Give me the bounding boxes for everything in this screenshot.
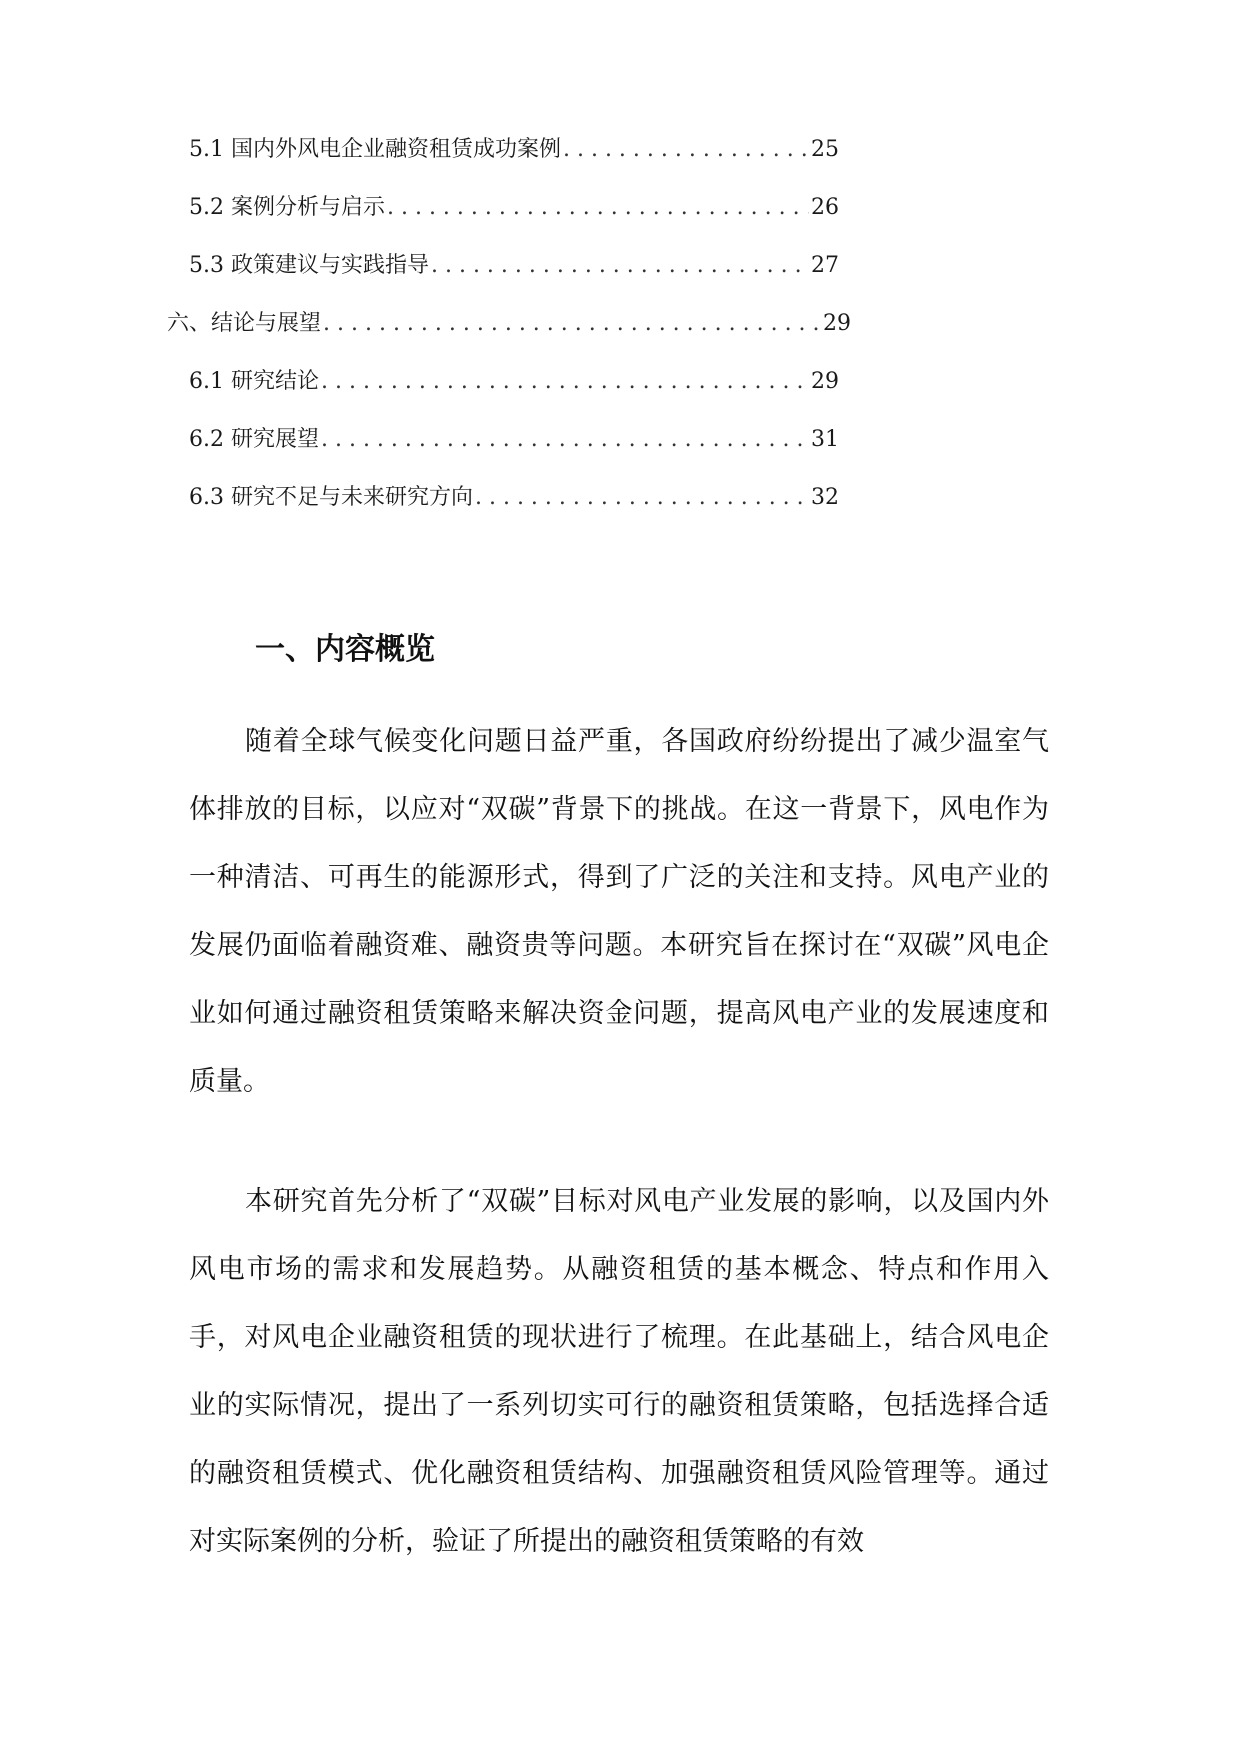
toc-entry[interactable] bbox=[167, 306, 851, 342]
toc-entry-label: 6.2 研究展望 bbox=[189, 427, 319, 452]
toc-entry-page: 29 bbox=[823, 311, 851, 336]
toc-entry-label: 5.1 国内外风电企业融资租赁成功案例 bbox=[189, 137, 561, 162]
toc-leader-dots bbox=[321, 364, 809, 400]
toc-entry-page: 25 bbox=[811, 137, 839, 162]
toc-leader-dots bbox=[321, 422, 809, 458]
toc-entry-label: 5.3 政策建议与实践指导 bbox=[189, 253, 429, 278]
toc-entry-page: 32 bbox=[811, 485, 839, 510]
toc-entry-page: 27 bbox=[811, 253, 839, 278]
toc-entry-page: 29 bbox=[811, 369, 839, 394]
toc-leader-dots bbox=[563, 132, 809, 168]
toc-entry-page: 26 bbox=[811, 195, 839, 220]
toc-entry-label: 5.2 案例分析与启示 bbox=[189, 195, 385, 220]
toc-entry-page: 31 bbox=[811, 427, 839, 452]
section-heading: 一、内容概览 bbox=[255, 632, 435, 667]
toc-leader-dots bbox=[387, 190, 809, 226]
body-paragraph: 随着全球气候变化问题日益严重，各国政府纷纷提出了减少温室气体排放的目标，以应对“双碳”背景下的挑战。在这一背景下，风电作为一种清洁、可再生的能源形式，得到了广泛的关注和支持。风电产业的发展仍面临着融资难、融资贵等问题。本研究旨在探讨在“双碳”风电企业如何通过融资租赁策略来解决资金问题，提高风电产业的发展速度和质量。 bbox=[189, 726, 1049, 1097]
toc-entry[interactable] bbox=[189, 364, 839, 400]
toc-entry[interactable] bbox=[189, 190, 839, 226]
toc-entry-label: 6.3 研究不足与未来研究方向 bbox=[189, 485, 473, 510]
toc-leader-dots bbox=[323, 306, 821, 342]
toc-entry-label: 六、结论与展望 bbox=[167, 311, 322, 336]
toc-leader-dots bbox=[475, 480, 809, 516]
toc-entry[interactable] bbox=[189, 480, 839, 516]
body-paragraph: 本研究首先分析了“双碳”目标对风电产业发展的影响，以及国内外风电市场的需求和发展趋势。从融资租赁的基本概念、特点和作用入手，对风电企业融资租赁的现状进行了梳理。在此基础上，结合风电企业的实际情况，提出了一系列切实可行的融资租赁策略，包括选择合适的融资租赁模式、优化融资租赁结构、加强融资租赁风险管理等。通过对实际案例的分析，验证了所提出的融资租赁策略的有效 bbox=[189, 1186, 1049, 1557]
toc-entry[interactable] bbox=[189, 422, 839, 458]
toc-entry-label: 6.1 研究结论 bbox=[189, 369, 319, 394]
toc-leader-dots bbox=[431, 248, 809, 284]
toc-entry[interactable] bbox=[189, 248, 839, 284]
toc-entry[interactable] bbox=[189, 132, 839, 168]
